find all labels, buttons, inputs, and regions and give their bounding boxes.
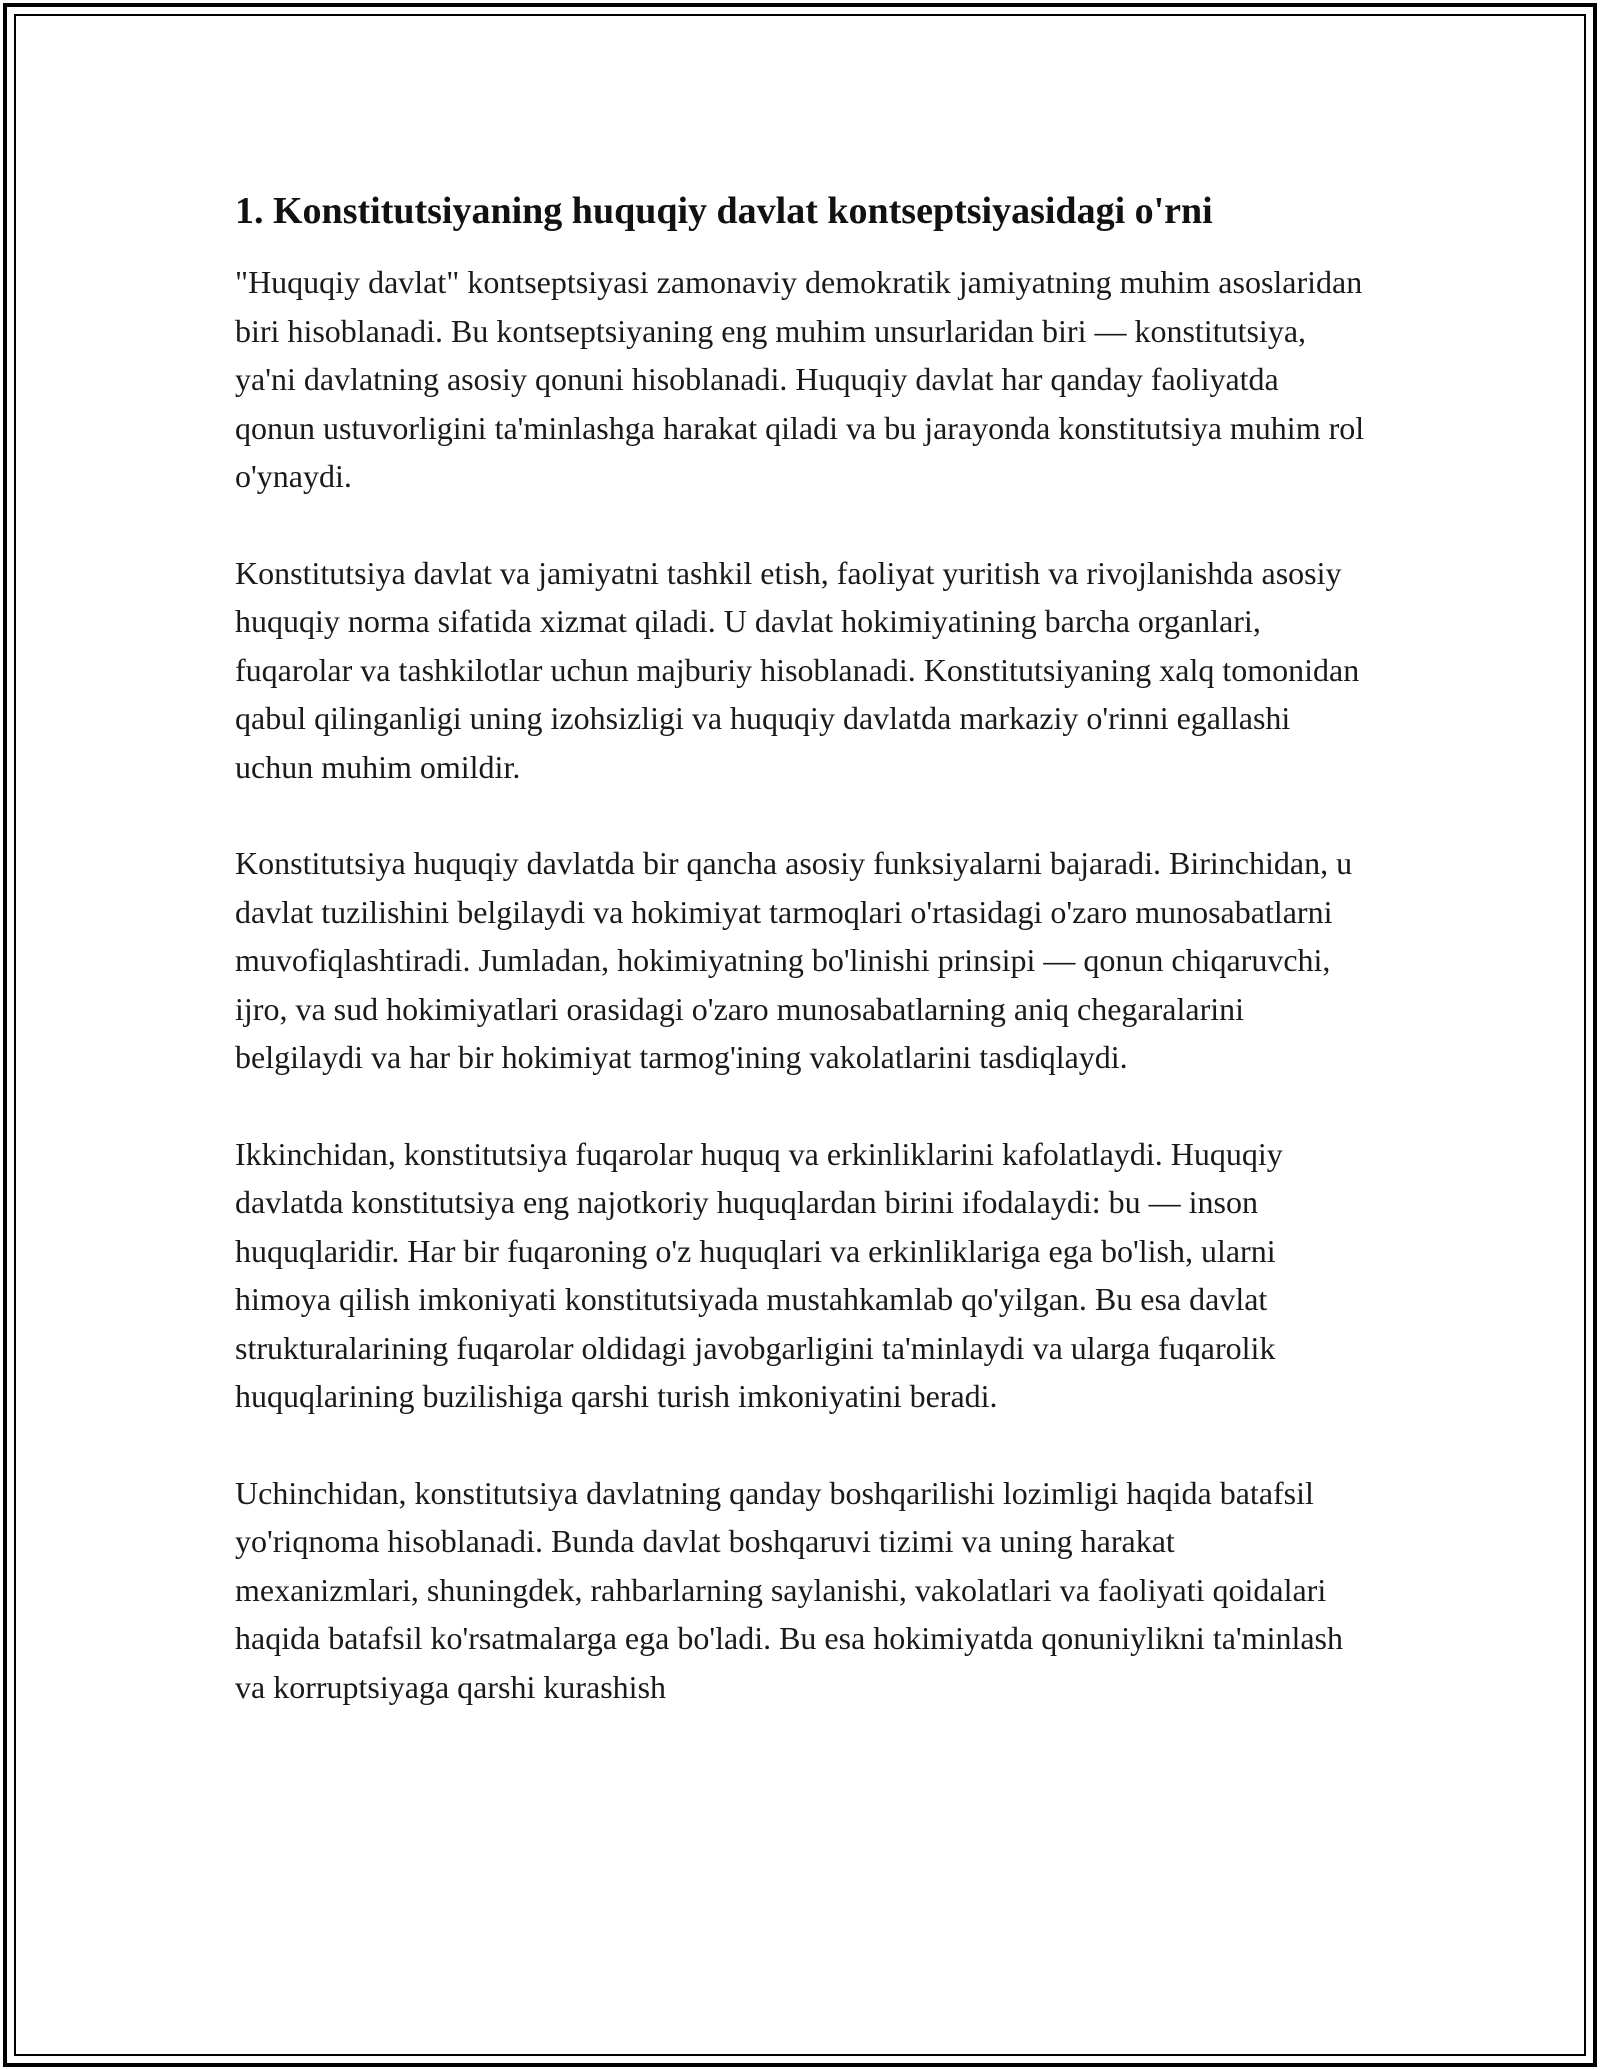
paragraph-2: Konstitutsiya davlat va jamiyatni tashkil etish, faoliyat yuritish va rivojlanishda asosiy huquqiy norma sifatida xizmat qiladi. U davlat hokimiyatining barcha organlari, fuqarolar va tashkilotlar uchun majburiy hisoblanadi. Konstitutsiyaning xalq tomonidan qabul qilinganligi uning izohsizligi va huquqiy davlatda markaziy o'rinni egallashi uchun muhim omildir. (235, 554, 1360, 785)
paragraph-4: Ikkinchidan, konstitutsiya fuqarolar huquq va erkinliklarini kafolatlaydi. Huquqiy davlatda konstitutsiya eng najotkoriy huquqlardan birini ifodalaydi: bu — inson huquqlaridir. Har bir fuqaroning o'z huquqlari va erkinliklariga ega bo'lish, ularni himoya qilish imkoniyati konstitutsiyada mustahkamlab qo'yilgan. Bu esa davlat strukturalarining fuqarolar oldidagi javobgarligini ta'minlaydi va ularga fuqarolik huquqlarining buzilishiga qarshi turish imkoniyatini beradi. (235, 1135, 1283, 1414)
page-title: 1. Konstitutsiyaning huquqiy davlat kontseptsiyasidagi o'rni (235, 190, 1213, 232)
paragraph-1: "Huquqiy davlat" kontseptsiyasi zamonaviy demokratik jamiyatning muhim asoslaridan biri hisoblanadi. Bu kontseptsiyaning eng muhim unsurlaridan biri — konstitutsiya, ya'ni davlatning asosiy qonuni hisoblanadi. Huquqiy davlat har qanday faoliyatda qonun ustuvorligini ta'minlashga harakat qiladi va bu jarayonda konstitutsiya muhim rol o'ynaydi. (235, 264, 1365, 494)
document-body (235, 186, 1365, 1759)
paragraph-3: Konstitutsiya huquqiy davlatda bir qancha asosiy funksiyalarni bajaradi. Birinchidan, u davlat tuzilishini belgilaydi va hokimiyat tarmoqlari o'rtasidagi o'zaro munosabatlarni muvofiqlashtiradi. Jumladan, hokimiyatning bo'linishi prinsipi — qonun chiqaruvchi, ijro, va sud hokimiyatlari orasidagi o'zaro munosabatlarning aniq chegaralarini belgilaydi va har bir hokimiyat tarmog'ining vakolatlarini tasdiqlaydi. (235, 845, 1353, 1075)
paragraph-5: Uchinchidan, konstitutsiya davlatning qanday boshqarilishi lozimligi haqida batafsil yo'riqnoma hisoblanadi. Bunda davlat boshqaruvi tizimi va uning harakat mexanizmlari, shuningdek, rahbarlarning saylanishi, vakolatlari va faoliyati qoidalari haqida batafsil ko'rsatmalarga ega bo'ladi. Bu esa hokimiyatda qonuniylikni ta'minlash va korruptsiyaga qarshi kurashish (235, 1474, 1343, 1705)
